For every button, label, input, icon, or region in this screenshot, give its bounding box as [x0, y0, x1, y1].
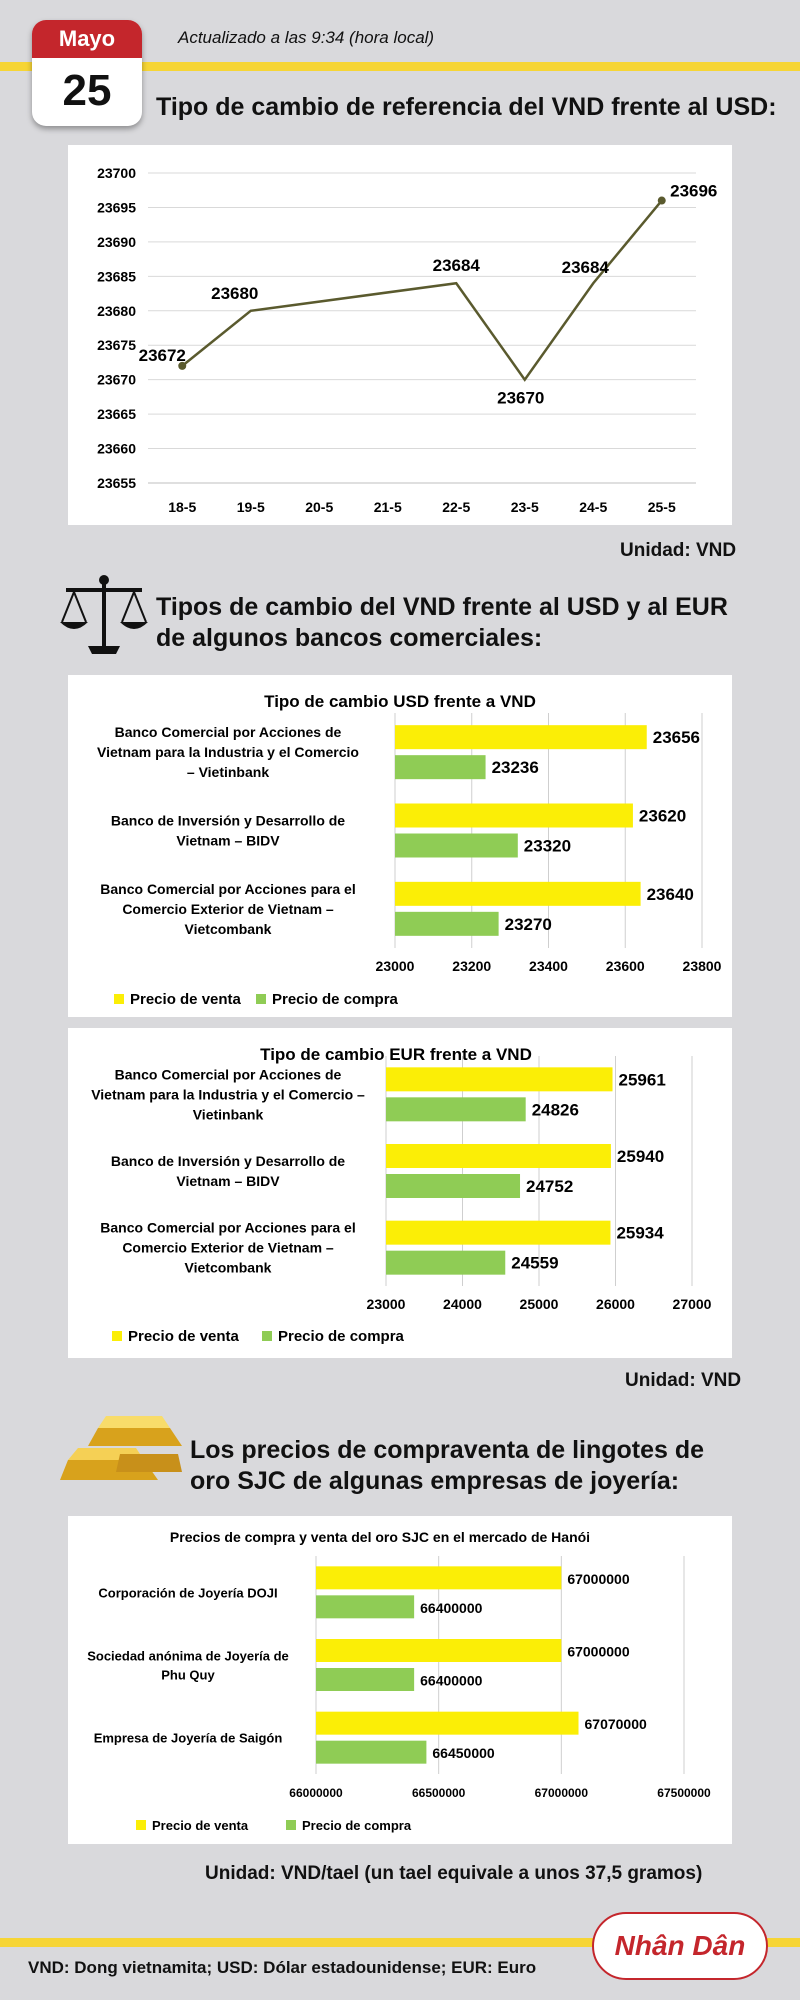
category-label: Empresa de Joyería de Saigón — [93, 1730, 283, 1746]
x-tick-label: 67500000 — [657, 1786, 711, 1800]
x-tick-label: 27000 — [672, 1296, 712, 1312]
bar-buy — [316, 1668, 414, 1691]
nhan-dan-logo: Nhân Dân — [592, 1912, 768, 1980]
category-label: Banco Comercial por Acciones de — [114, 724, 342, 741]
usd-banks-chart-panel — [68, 675, 732, 1017]
gold-section-title: Los precios de compraventa de lingotes de oro SJC de algunas empresas de joyería: — [190, 1436, 705, 1495]
chart-title: Tipo de cambio USD frente a VND — [264, 692, 536, 711]
data-label: 25940 — [616, 1147, 665, 1166]
y-tick-label: 23675 — [97, 337, 136, 354]
data-label: 23684 — [561, 258, 609, 278]
legend-swatch — [256, 994, 266, 1004]
data-label: 24559 — [511, 1253, 559, 1273]
date-card — [32, 20, 142, 126]
bar-sell — [395, 804, 633, 828]
data-label: 23684 — [432, 256, 480, 276]
data-label: 23270 — [504, 914, 552, 934]
banks-unit: Unidad: VND — [625, 1370, 742, 1391]
x-tick-label: 67000000 — [534, 1786, 589, 1800]
y-tick-label: 23665 — [97, 406, 136, 423]
category-label: Banco Comercial por Acciones para el — [100, 880, 356, 897]
x-tick-label: 26000 — [596, 1296, 635, 1312]
y-tick-label: 23695 — [97, 199, 136, 216]
bar-sell — [316, 1566, 561, 1589]
category-label: Comercio Exterior de Vietnam – — [122, 900, 334, 917]
category-label: Vietnam – BIDV — [176, 1173, 280, 1189]
x-tick-label: 25000 — [519, 1296, 559, 1312]
bar-buy — [316, 1741, 426, 1764]
category-label: Vietcombank — [184, 1259, 272, 1276]
data-label: 66450000 — [432, 1745, 495, 1762]
bar-buy — [395, 912, 499, 936]
usd-reference-unit: Unidad: VND — [620, 540, 737, 561]
updated-time: Actualizado a las 9:34 (hora local) — [178, 28, 435, 47]
data-label: 25961 — [618, 1070, 666, 1090]
y-tick-label: 23660 — [97, 440, 136, 457]
category-label: Sociedad anónima de Joyería de — [87, 1648, 289, 1664]
category-label: Vietnam para la Industria y el Comercio – — [91, 1086, 365, 1103]
chart-title: Precios de compra y venta del oro SJC en el mercado de Hanói — [169, 1529, 591, 1545]
x-tick-label: 66000000 — [289, 1786, 343, 1800]
y-tick-label: 23685 — [97, 268, 136, 285]
data-point — [658, 197, 666, 205]
x-tick-label: 23-5 — [510, 499, 539, 515]
gold-unit: Unidad: VND/tael (un tael equivale a unos 37,5 gramos) — [205, 1863, 703, 1884]
bar-sell — [386, 1067, 613, 1091]
legend-label: Precio de compra — [272, 991, 398, 1008]
footer-note: VND: Dong vietnamita; USD: Dólar estadounidense; EUR: Euro — [28, 1958, 537, 1977]
bar-buy — [386, 1174, 520, 1198]
x-tick-label: 25-5 — [647, 499, 676, 515]
legend-swatch — [136, 1820, 146, 1830]
category-label: Banco de Inversión y Desarrollo de — [110, 812, 346, 829]
data-label: 25934 — [616, 1223, 664, 1243]
usd-reference-chart-panel — [68, 145, 732, 525]
category-label: – Vietinbank — [186, 764, 270, 781]
data-label: 23620 — [638, 806, 687, 826]
legend-swatch — [262, 1331, 272, 1341]
data-label: 67070000 — [584, 1716, 647, 1733]
category-label: Banco de Inversión y Desarrollo de — [110, 1153, 346, 1169]
data-label: 23672 — [138, 345, 186, 365]
eur-banks-bar-chart — [68, 1028, 732, 1358]
y-tick-label: 23670 — [97, 371, 136, 388]
data-label: 23640 — [646, 884, 694, 904]
category-label: Comercio Exterior de Vietnam – — [122, 1239, 334, 1256]
x-tick-label: 19-5 — [236, 499, 265, 515]
legend-swatch — [114, 994, 124, 1004]
bar-buy — [395, 834, 518, 858]
scale-icon — [58, 574, 150, 656]
legend-label: Precio de compra — [278, 1328, 404, 1345]
y-tick-label: 23655 — [97, 475, 136, 491]
bar-sell — [316, 1639, 561, 1662]
bar-buy — [395, 755, 486, 779]
x-tick-label: 22-5 — [442, 499, 471, 515]
bar-sell — [395, 725, 647, 749]
x-tick-label: 23400 — [529, 958, 568, 974]
bar-sell — [316, 1712, 579, 1735]
legend-label: Precio de venta — [152, 1818, 249, 1833]
x-tick-label: 23600 — [605, 958, 645, 974]
bar-sell — [386, 1144, 611, 1168]
data-label: 23320 — [523, 836, 572, 856]
date-day: 25 — [62, 66, 112, 115]
gold-bar-chart — [68, 1516, 732, 1844]
data-label: 24826 — [531, 1100, 579, 1120]
data-label: 23696 — [670, 181, 718, 201]
category-label: Banco Comercial por Acciones para el — [100, 1219, 356, 1236]
category-label: Banco Comercial por Acciones de — [114, 1066, 342, 1083]
legend-label: Precio de venta — [130, 991, 241, 1008]
x-tick-label: 66500000 — [411, 1786, 466, 1800]
bar-sell — [386, 1221, 610, 1245]
x-tick-label: 20-5 — [305, 499, 334, 515]
usd-reference-title: Tipo de cambio de referencia del VND frente al USD: — [156, 93, 777, 121]
x-tick-label: 24-5 — [579, 499, 608, 515]
data-label: 23680 — [211, 283, 259, 303]
bar-buy — [316, 1595, 414, 1618]
x-tick-label: 23800 — [682, 958, 722, 974]
legend-swatch — [286, 1820, 296, 1830]
category-label: Corporación de Joyería DOJI — [98, 1585, 278, 1601]
x-tick-label: 23000 — [366, 1296, 406, 1312]
category-label: Vietinbank — [192, 1106, 264, 1123]
x-tick-label: 24000 — [443, 1296, 482, 1312]
x-tick-label: 18-5 — [168, 499, 197, 515]
banks-section-title: Tipos de cambio del VND frente al USD y al EUR de algunos bancos comerciales: — [156, 593, 728, 652]
gold-chart-panel — [68, 1516, 732, 1844]
data-label: 67000000 — [567, 1643, 630, 1660]
bar-buy — [386, 1097, 526, 1121]
y-tick-label: 23690 — [97, 233, 136, 250]
category-label: Vietnam para la Industria y el Comercio — [97, 744, 359, 761]
category-label: Vietcombank — [184, 920, 272, 937]
data-label: 23236 — [491, 758, 539, 778]
data-label: 66400000 — [420, 1599, 483, 1616]
x-tick-label: 23000 — [375, 958, 415, 974]
usd-banks-bar-chart — [68, 675, 732, 1017]
data-label: 67000000 — [567, 1570, 630, 1587]
legend-label: Precio de compra — [302, 1818, 412, 1833]
legend-label: Precio de venta — [128, 1328, 239, 1345]
y-tick-label: 23700 — [97, 165, 136, 181]
data-label: 23670 — [497, 388, 545, 408]
x-tick-label: 23200 — [452, 958, 492, 974]
category-label: Phu Quy — [161, 1667, 215, 1683]
data-label: 23656 — [652, 728, 701, 748]
date-month: Mayo — [32, 20, 142, 58]
bar-sell — [395, 882, 641, 906]
usd-reference-line-chart — [68, 145, 732, 525]
legend-swatch — [112, 1331, 122, 1341]
gold-bar-icon — [58, 1408, 184, 1490]
x-tick-label: 21-5 — [373, 499, 402, 515]
data-label: 66400000 — [420, 1672, 483, 1689]
bar-buy — [386, 1251, 505, 1275]
category-label: Vietnam – BIDV — [176, 832, 280, 849]
chart-title: Tipo de cambio EUR frente a VND — [260, 1045, 532, 1064]
y-tick-label: 23680 — [97, 302, 136, 319]
eur-banks-chart-panel — [68, 1028, 732, 1358]
data-label: 24752 — [526, 1177, 574, 1196]
